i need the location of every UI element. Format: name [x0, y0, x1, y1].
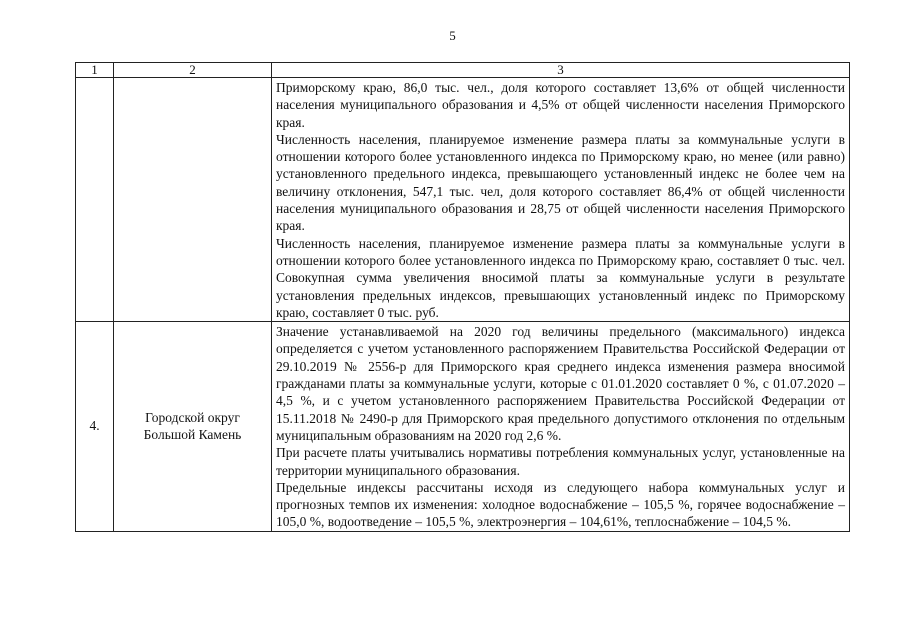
paragraph: Приморскому краю, 86,0 тыс. чел., доля которого составляет 13,6% от общей численности населения муниципального образования и 4,5% от общей численности населения Приморского края. — [276, 80, 845, 130]
municipality-name-line1: Городской округ — [145, 410, 240, 426]
header-col-1: 1 — [76, 63, 114, 78]
document-table — [75, 62, 850, 532]
row-number — [76, 78, 114, 322]
table-row — [76, 78, 850, 322]
paragraph: Предельные индексы рассчитаны исходя из следующего набора коммунальных услуг и прогнозных темпов их изменения: холодное водоснабжение – 105,5 %, горячее водоснабжение – 105,0 %, водоотведение – 105,5 %, электроэнергия – 104,61%, теплоснабжение – 104,5 %. — [276, 479, 845, 530]
header-col-3: 3 — [272, 63, 850, 78]
row-number: 4. — [76, 322, 114, 532]
municipality-name — [114, 78, 272, 322]
paragraph: При расчете платы учитывались нормативы потребления коммунальных услуг, установленные на территории муниципального образования. — [276, 445, 845, 478]
page-number: 5 — [449, 28, 456, 43]
description-cell — [272, 78, 850, 322]
paragraph: Численность населения, планируемое изменение размера платы за коммунальные услуги в отношении которого более установленного индекса по Приморскому краю, составляет 0 тыс. чел. Совокупная сумма увеличения вносимой платы за коммунальные услуги в результате установления предельных индексов, превышающих установленный индекс по Приморскому краю, составляет 0 тыс. руб. — [276, 235, 845, 320]
paragraph: Значение устанавливаемой на 2020 год величины предельного (максимального) индекса определяется с учетом установленного распоряжением Правительства Российской Федерации от 29.10.2019 № 2556-р для Приморского края среднего индекса изменения размера вносимой гражданами платы за коммунальные услуги, которые с 01.01.2020 составляет 0 %, с 01.07.2020 – 4,5 %, и с учетом установленного распоряжением Правительства Российской Федерации от 15.11.2018 № 2490-р для Приморского края предельного допустимого отклонения по отдельным муниципальным образованиям на 2020 год 2,6 %. — [276, 324, 845, 443]
municipality-name-line2: Большой Камень — [143, 427, 242, 443]
description-cell — [272, 322, 850, 532]
municipality-name — [114, 322, 272, 532]
table-header-row — [76, 63, 850, 78]
paragraph: Численность населения, планируемое изменение размера платы за коммунальные услуги в отношении которого более установленного индекса по Приморскому краю, но менее (или равно) установленного предельного индекса, превышающего установленный индекс не более чем на величину отклонения, 547,1 тыс. чел, доля которого составляет 86,4% от общей численности населения муниципального образования и 28,75 от общей численности населения Приморского края. — [276, 131, 845, 234]
table-row — [76, 322, 850, 532]
header-col-2: 2 — [114, 63, 272, 78]
